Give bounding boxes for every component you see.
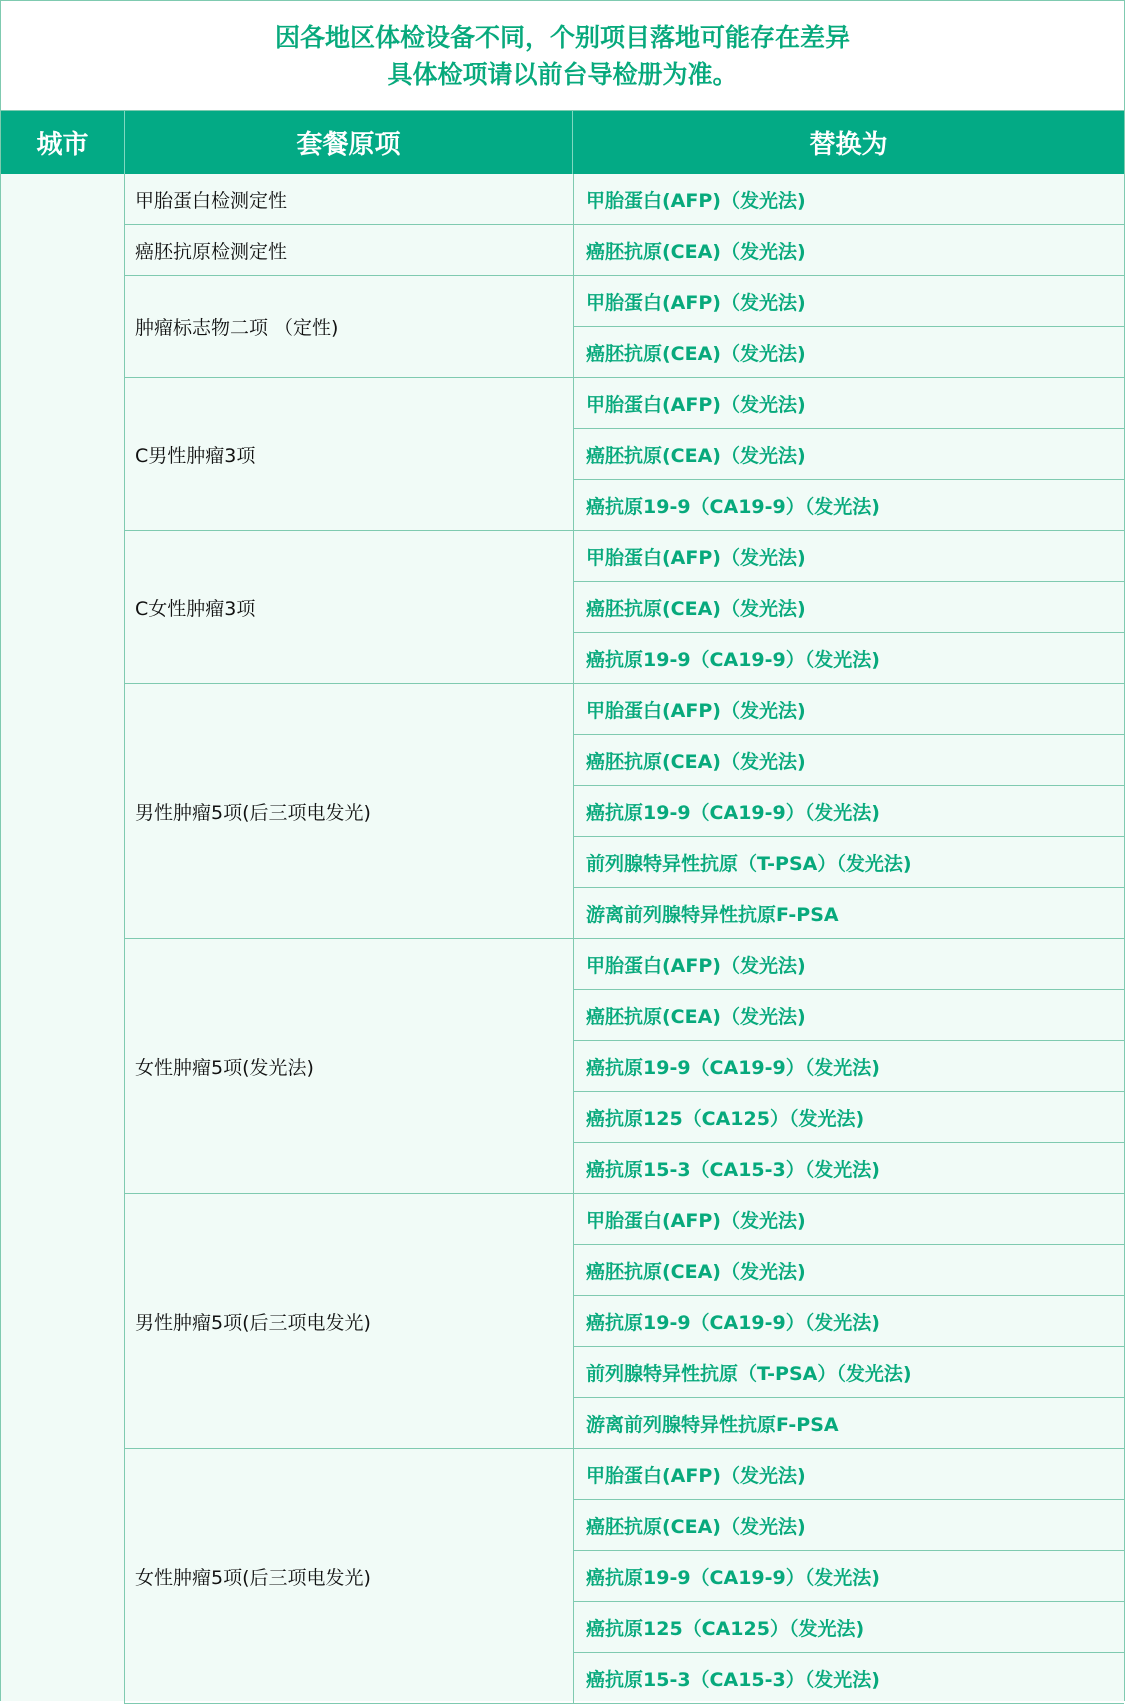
- replacement-item: 前列腺特异性抗原（T-PSA）（发光法): [574, 1347, 1124, 1398]
- replacement-item: 癌抗原125（CA125）（发光法): [574, 1092, 1124, 1143]
- replacement-item: 游离前列腺特异性抗原F-PSA: [574, 888, 1124, 939]
- replacement-item: 甲胎蛋白(AFP)（发光法): [574, 174, 1124, 225]
- replacement-item: 癌抗原15-3（CA15-3）（发光法): [574, 1653, 1124, 1704]
- replacement-item: 癌抗原19-9（CA19-9）（发光法): [574, 633, 1124, 684]
- replacement-item: 癌抗原19-9（CA19-9）（发光法): [574, 786, 1124, 837]
- original-item-cell: 甲胎蛋白检测定性: [125, 174, 573, 225]
- replacement-item: 癌胚抗原(CEA)（发光法): [574, 225, 1124, 276]
- replacement-item: 甲胎蛋白(AFP)（发光法): [574, 378, 1124, 429]
- replacement-item: 前列腺特异性抗原（T-PSA）（发光法): [574, 837, 1124, 888]
- original-item-cell: 女性肿瘤5项(后三项电发光): [125, 1449, 573, 1704]
- replacement-item: 甲胎蛋白(AFP)（发光法): [574, 1194, 1124, 1245]
- header-city: 城市: [1, 111, 125, 174]
- header-original-item: 套餐原项: [125, 111, 573, 174]
- replacement-item: 癌抗原19-9（CA19-9）（发光法): [574, 1551, 1124, 1602]
- replacement-item: 癌胚抗原(CEA)（发光法): [574, 429, 1124, 480]
- table-body: [1, 174, 1124, 1701]
- replacement-item: 癌胚抗原(CEA)（发光法): [574, 327, 1124, 378]
- replacement-item: 甲胎蛋白(AFP)（发光法): [574, 276, 1124, 327]
- replacement-item: 甲胎蛋白(AFP)（发光法): [574, 684, 1124, 735]
- original-item-cell: C女性肿瘤3项: [125, 531, 573, 684]
- replacement-item: 癌胚抗原(CEA)（发光法): [574, 1500, 1124, 1551]
- original-item-cell: 癌胚抗原检测定性: [125, 225, 573, 276]
- original-item-cell: C男性肿瘤3项: [125, 378, 573, 531]
- replacement-item: 癌胚抗原(CEA)（发光法): [574, 735, 1124, 786]
- replacement-item: 甲胎蛋白(AFP)（发光法): [574, 939, 1124, 990]
- replacement-item: 癌抗原19-9（CA19-9）（发光法): [574, 1041, 1124, 1092]
- notice-banner: [1, 0, 1124, 111]
- replacement-item: 癌抗原15-3（CA15-3）（发光法): [574, 1143, 1124, 1194]
- replacement-item: 癌胚抗原(CEA)（发光法): [574, 582, 1124, 633]
- replacement-item: 癌抗原19-9（CA19-9）（发光法): [574, 1296, 1124, 1347]
- original-item-column: [125, 174, 573, 1704]
- replacement-column: [573, 174, 1124, 1704]
- table-header: [1, 111, 1124, 174]
- original-item-cell: 男性肿瘤5项(后三项电发光): [125, 1194, 573, 1449]
- header-replacement: 替换为: [809, 130, 888, 160]
- city-cell: [1, 174, 125, 1704]
- replacement-item: 甲胎蛋白(AFP)（发光法): [574, 1449, 1124, 1500]
- notice-line-1: 因各地区体检设备不同，个别项目落地可能存在差异: [274, 22, 850, 52]
- replacement-item: 游离前列腺特异性抗原F-PSA: [574, 1398, 1124, 1449]
- notice-line-2: 具体检项请以前台导检册为准。: [387, 59, 738, 89]
- replacement-item: 癌抗原125（CA125）（发光法): [574, 1602, 1124, 1653]
- original-item-cell: 女性肿瘤5项(发光法): [125, 939, 573, 1194]
- replacement-item: 癌胚抗原(CEA)（发光法): [574, 1245, 1124, 1296]
- replacement-item: 癌胚抗原(CEA)（发光法): [574, 990, 1124, 1041]
- original-item-cell: 肿瘤标志物二项 （定性): [125, 276, 573, 378]
- original-item-cell: 男性肿瘤5项(后三项电发光): [125, 684, 573, 939]
- replacement-item: 甲胎蛋白(AFP)（发光法): [574, 531, 1124, 582]
- replacement-item: 癌抗原19-9（CA19-9）（发光法): [574, 480, 1124, 531]
